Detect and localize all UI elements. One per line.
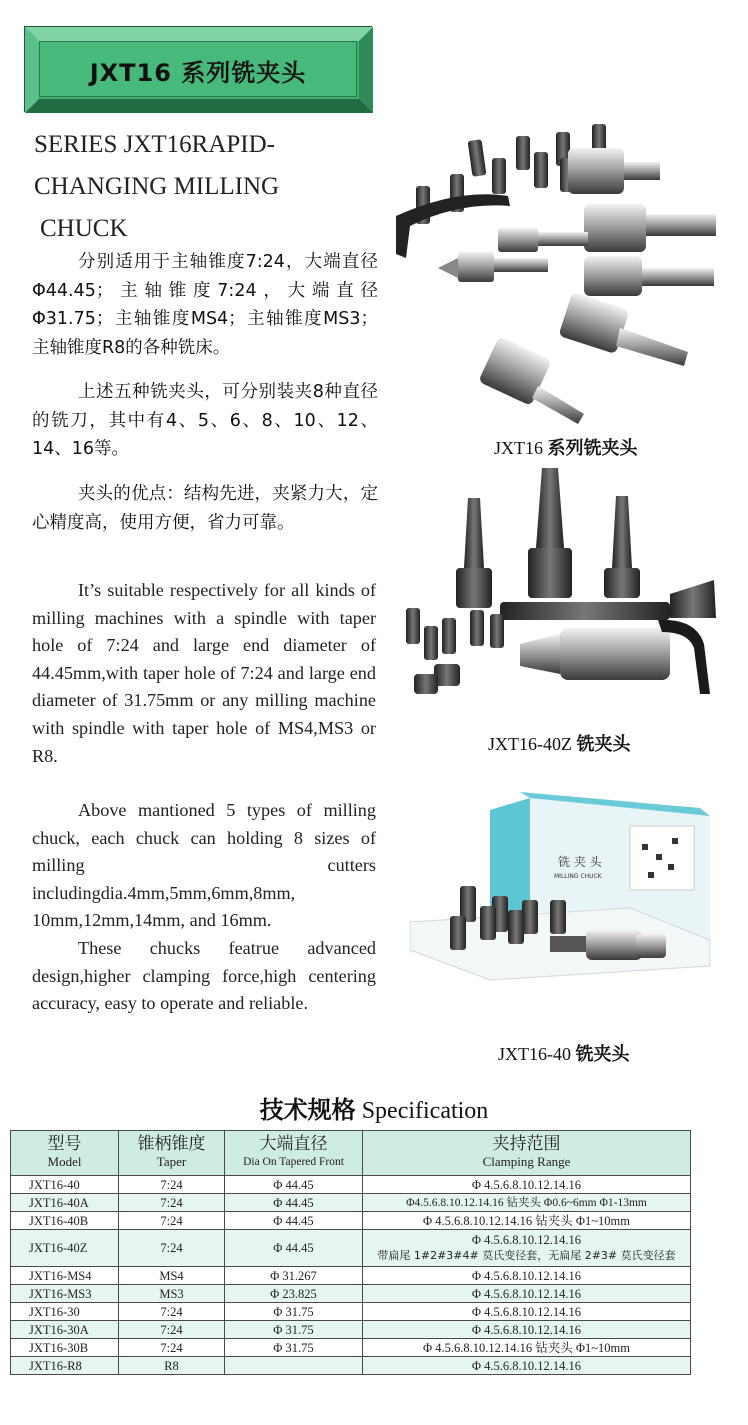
series-heading	[34, 124, 334, 250]
cell-range-note: 带扁尾 1#2#3#4# 莫氏变径套，无扁尾 2#3# 莫氏变径套	[377, 1249, 676, 1262]
cell-taper: 7:24	[119, 1194, 225, 1212]
cell-taper: 7:24	[119, 1212, 225, 1230]
cell-model: JXT16-R8	[11, 1357, 119, 1375]
cn-paragraph-2: 上述五种铣夹头，可分别装夹8种直径的铣刀，其中有4、5、6、8、10、12、14、16等。	[32, 382, 378, 459]
spec-title-cn: 技术规格	[259, 1096, 356, 1124]
spec-header-row	[11, 1131, 691, 1176]
title-banner	[24, 26, 372, 112]
cell-dia	[225, 1357, 363, 1375]
header-clamping-range: 夹持范围 Clamping Range	[363, 1131, 691, 1176]
cell-model: JXT16-MS4	[11, 1267, 119, 1285]
photo1-model: JXT16	[494, 438, 543, 458]
cell-model: JXT16-40	[11, 1176, 119, 1194]
cell-taper: MS3	[119, 1285, 225, 1303]
cell-taper: 7:24	[119, 1303, 225, 1321]
cell-range: Φ 4.5.6.8.10.12.14.16	[363, 1303, 691, 1321]
table-row	[11, 1212, 691, 1230]
spec-title	[0, 1090, 748, 1125]
table-row	[11, 1321, 691, 1339]
cell-taper: 7:24	[119, 1230, 225, 1267]
photo3-model: JXT16-40	[498, 1044, 571, 1064]
cell-model: JXT16-30	[11, 1303, 119, 1321]
table-row	[11, 1176, 691, 1194]
cell-range: Φ 4.5.6.8.10.12.14.16 钻夹头 Φ1~10mm	[363, 1212, 691, 1230]
heading-line-3: CHUCK	[40, 215, 128, 242]
cell-model: JXT16-30A	[11, 1321, 119, 1339]
cell-taper: 7:24	[119, 1176, 225, 1194]
cell-dia: Φ 44.45	[225, 1230, 363, 1267]
cell-model: JXT16-40A	[11, 1194, 119, 1212]
cell-model: JXT16-40B	[11, 1212, 119, 1230]
cell-range: Φ 4.5.6.8.10.12.14.16	[363, 1357, 691, 1375]
cell-dia: Φ 31.75	[225, 1339, 363, 1357]
photo2-model: JXT16-40Z	[488, 734, 572, 754]
header-dia: 大端直径 Dia On Tapered Front	[225, 1131, 363, 1176]
header-taper: 锥柄锥度 Taper	[119, 1131, 225, 1176]
cell-dia: Φ 31.267	[225, 1267, 363, 1285]
en-paragraph-2: Above mantioned 5 types of milling chuck, each chuck can holding 8 sizes of milling cutters includingdia.4mm,5mm,6mm,8mm, 10mm,12mm,14mm, and 16mm.	[32, 800, 376, 931]
cell-taper: 7:24	[119, 1339, 225, 1357]
table-row	[11, 1230, 691, 1267]
banner-title: JXT16 系列铣夹头	[89, 59, 307, 87]
table-row	[11, 1267, 691, 1285]
photo1-cn: 系列铣夹头	[547, 438, 638, 459]
cn-paragraph-3: 夹头的优点：结构先进，夹紧力大，定心精度高，使用方便，省力可靠。	[32, 484, 378, 533]
cell-range: Φ 4.5.6.8.10.12.14.16	[363, 1285, 691, 1303]
heading-line-2: CHANGING MILLING	[34, 173, 280, 200]
cell-dia: Φ 31.75	[225, 1321, 363, 1339]
spec-table	[10, 1130, 691, 1375]
cell-dia: Φ 44.45	[225, 1176, 363, 1194]
photo3-cn: 铣夹头	[575, 1044, 630, 1065]
cell-model: JXT16-30B	[11, 1339, 119, 1357]
header-model: 型号 Model	[11, 1131, 119, 1176]
heading-line-1: SERIES JXT16RAPID-	[34, 131, 275, 158]
cell-dia: Φ 23.825	[225, 1285, 363, 1303]
photo2-caption	[488, 730, 631, 756]
chuck-series-photo	[388, 118, 728, 434]
cell-taper: MS4	[119, 1267, 225, 1285]
cell-range-multi	[363, 1230, 691, 1267]
jxt16-40z-photo	[400, 468, 730, 700]
cell-taper: R8	[119, 1357, 225, 1375]
box-label-cn: 铣 夹 头	[558, 855, 602, 869]
jxt16-40-boxed-photo	[410, 790, 728, 990]
photo3-caption	[498, 1040, 630, 1066]
cell-range: Φ 4.5.6.8.10.12.14.16 钻夹头 Φ1~10mm	[363, 1339, 691, 1357]
cell-model: JXT16-MS3	[11, 1285, 119, 1303]
cell-model: JXT16-40Z	[11, 1230, 119, 1267]
cell-taper: 7:24	[119, 1321, 225, 1339]
photo2-cn: 铣夹头	[576, 734, 631, 755]
cell-range: Φ 4.5.6.8.10.12.14.16	[363, 1321, 691, 1339]
table-row	[11, 1194, 691, 1212]
photo1-caption	[494, 434, 638, 460]
en-paragraph-1: It’s suitable respectively for all kinds of milling machines with a spindle with taper hole of 7:24 and large end diameter of 44.45mm,with taper hole of 7:24 and large end diameter of 31.75mm or any milling machine with spindle with taper hole of MS4,MS3 or R8.	[32, 580, 376, 766]
en-paragraph-3: These chucks featrue advanced design,higher clamping force,high centering accuracy, easy to operate and reliable.	[32, 938, 376, 1014]
box-label-en: MILLING CHUCK	[554, 873, 602, 880]
cell-range: Φ 4.5.6.8.10.12.14.16	[363, 1176, 691, 1194]
table-row	[11, 1357, 691, 1375]
cell-dia: Φ 44.45	[225, 1194, 363, 1212]
table-row	[11, 1339, 691, 1357]
table-row	[11, 1285, 691, 1303]
cn-paragraph-1: 分别适用于主轴锥度7:24，大端直径Φ44.45；主轴锥度7:24，大端直径Φ31.75；主轴锥度MS4；主轴锥度MS3；主轴锥度R8的各种铣床。	[32, 252, 378, 358]
spec-title-en: Specification	[361, 1098, 489, 1124]
cell-dia: Φ 44.45	[225, 1212, 363, 1230]
cell-range: Φ4.5.6.8.10.12.14.16 钻夹头 Φ0.6~6mm Φ1-13mm	[363, 1194, 691, 1212]
cell-range: Φ 4.5.6.8.10.12.14.16	[363, 1267, 691, 1285]
table-row	[11, 1303, 691, 1321]
cell-dia: Φ 31.75	[225, 1303, 363, 1321]
cell-range: Φ 4.5.6.8.10.12.14.16	[471, 1233, 582, 1247]
